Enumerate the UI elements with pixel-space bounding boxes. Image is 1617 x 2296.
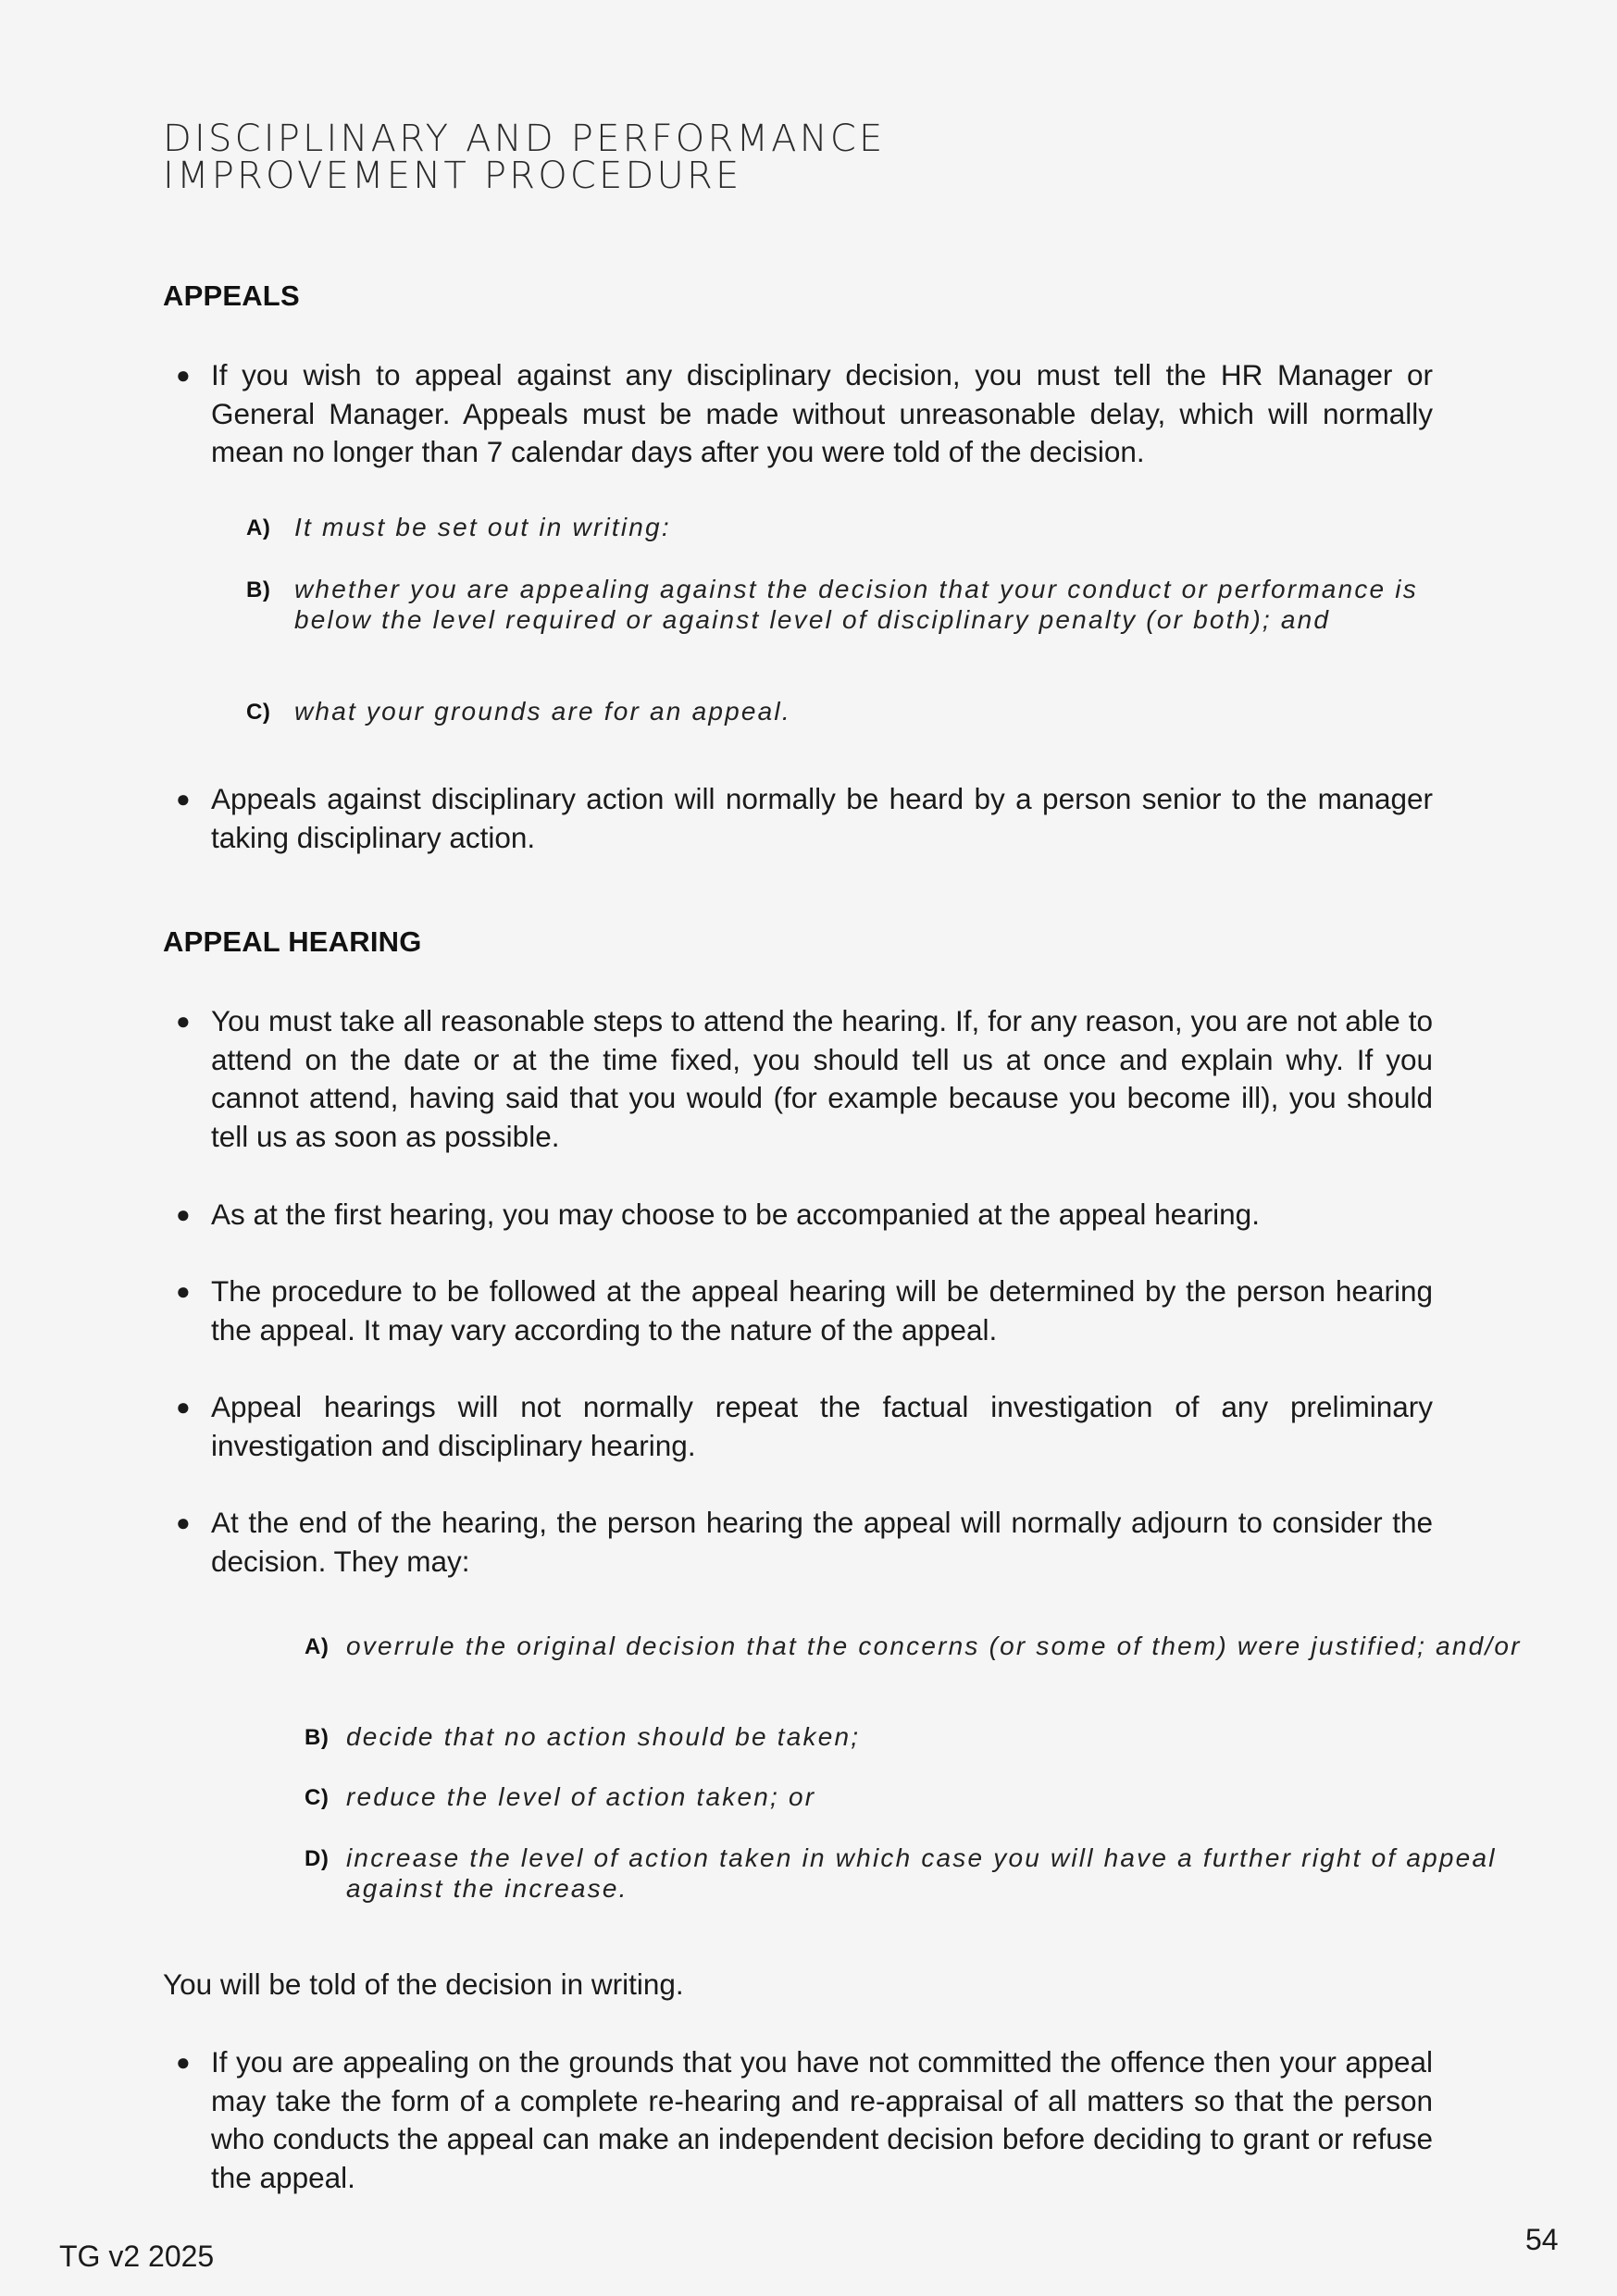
list-item — [176, 1504, 1433, 1581]
sub-item-text: reduce the level of action taken; or — [346, 1782, 816, 1811]
list-item — [176, 2043, 1433, 2197]
list-item-text: Appeals against disciplinary action will normally be heard by a person senior to the manager taking disciplinary action. — [211, 782, 1433, 854]
sub-item — [305, 1781, 1549, 1812]
sub-item-letter: B) — [305, 1725, 330, 1750]
sub-item-text: increase the level of action taken in which case you will have a further right of appeal against the increase. — [346, 1843, 1497, 1903]
sub-item-letter: C) — [305, 1785, 330, 1810]
list-item — [176, 1388, 1433, 1465]
section-title-appeal-hearing: APPEAL HEARING — [163, 925, 422, 958]
bullet-icon: ● — [176, 1393, 191, 1421]
sub-item — [305, 1843, 1549, 1904]
sub-item — [305, 1631, 1549, 1661]
bullet-icon: ● — [176, 361, 191, 389]
sub-item-text: what your grounds are for an appeal. — [294, 697, 791, 726]
sub-item-letter: B) — [246, 577, 271, 602]
page-title-line-1: DISCIPLINARY AND PERFORMANCE — [163, 118, 886, 160]
list-item — [176, 1272, 1433, 1349]
sub-item — [246, 512, 1498, 542]
bullet-icon: ● — [176, 1277, 191, 1305]
bullet-icon: ● — [176, 1508, 191, 1536]
sub-item-letter: A) — [305, 1634, 330, 1659]
list-item-text: If you are appealing on the grounds that you have not committed the offence then your appeal may take the form of a complete re-hearing and re-appraisal of all matters so that the person who conducts the appeal can make an independent decision before deciding to grant or refuse the appeal. — [211, 2045, 1433, 2194]
list-item-text: At the end of the hearing, the person hearing the appeal will normally adjourn to consider the decision. They may: — [211, 1506, 1433, 1578]
sub-item — [246, 696, 1498, 726]
page-title-line-2: IMPROVEMENT PROCEDURE — [163, 155, 742, 197]
list-item — [176, 1196, 1433, 1235]
page-number: 54 — [1525, 2223, 1559, 2256]
bullet-icon: ● — [176, 2048, 191, 2076]
list-item — [176, 780, 1433, 857]
list-item — [176, 356, 1433, 472]
list-item-text: If you wish to appeal against any disciplinary decision, you must tell the HR Manager or General Manager. Appeals must be made without unreasonable delay, which will normally mean no longer than 7 calendar days after you were told of the decision. — [211, 358, 1433, 468]
bullet-icon: ● — [176, 1007, 191, 1035]
list-item-text: As at the first hearing, you may choose to be accompanied at the appeal hearing. — [211, 1198, 1260, 1231]
sub-item-text: whether you are appealing against the decision that your conduct or performance is below the level required or against level of disciplinary penalty (or both); and — [294, 575, 1418, 634]
section-title-appeals: APPEALS — [163, 279, 300, 312]
bullet-icon: ● — [176, 785, 191, 813]
sub-item-letter: C) — [246, 700, 271, 725]
list-item-text: You must take all reasonable steps to attend the hearing. If, for any reason, you are not able to attend on the date or at the time fixed, you should tell us at once and explain why. If you cannot attend, having said that you would (for example because you become ill), you should tell us as soon as possible. — [211, 1004, 1433, 1153]
bullet-icon: ● — [176, 1200, 191, 1228]
page-title — [163, 118, 1274, 197]
footer-version: TG v2 2025 — [59, 2240, 215, 2273]
sub-item — [305, 1721, 1549, 1752]
sub-item — [246, 574, 1498, 635]
sub-item-text: It must be set out in writing: — [294, 513, 671, 541]
list-item — [176, 1002, 1433, 1156]
list-item-text: Appeal hearings will not normally repeat the factual investigation of any preliminary investigation and disciplinary hearing. — [211, 1390, 1433, 1462]
list-item-text: The procedure to be followed at the appeal hearing will be determined by the person hearing the appeal. It may vary according to the nature of the appeal. — [211, 1274, 1433, 1347]
sub-item-letter: A) — [246, 515, 271, 540]
sub-item-letter: D) — [305, 1846, 330, 1871]
sub-item-text: decide that no action should be taken; — [346, 1722, 861, 1751]
sub-item-text: overrule the original decision that the concerns (or some of them) were justified; and/or — [346, 1632, 1522, 1660]
decision-notice: You will be told of the decision in writing. — [163, 1967, 684, 2001]
